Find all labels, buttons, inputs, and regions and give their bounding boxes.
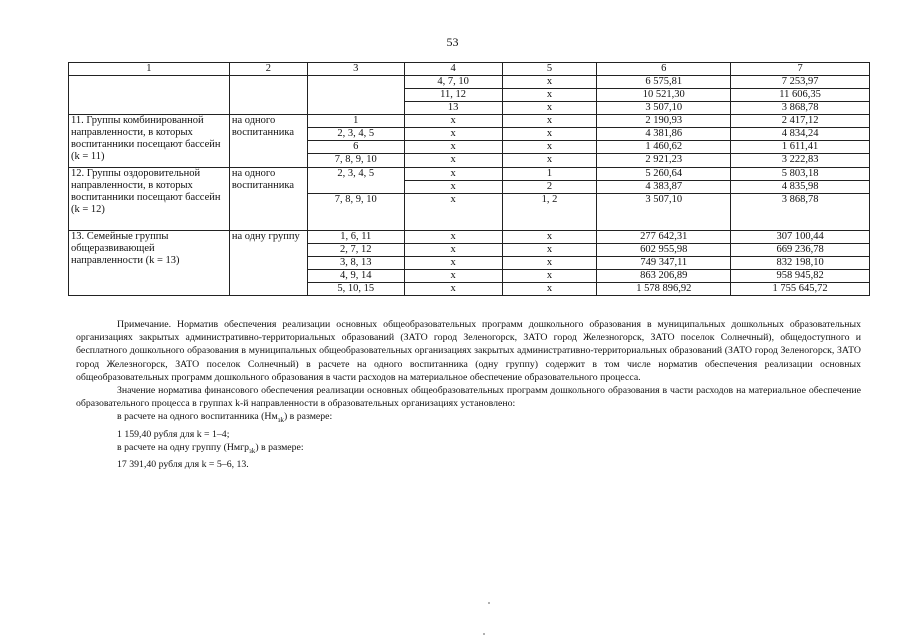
col6-cell: 5 260,64 <box>597 167 731 180</box>
col7-cell: 2 417,12 <box>731 115 870 128</box>
unit-cell: на одну группу <box>229 230 307 295</box>
col7-cell: 5 803,18 <box>731 167 870 180</box>
note-line: в расчете на одного воспитанника $(Нм_{зk})$ в размере: <box>117 411 333 425</box>
col7-cell: 307 100,44 <box>731 230 870 243</box>
col7-cell: 832 198,10 <box>731 256 870 269</box>
col4-cell: x <box>404 269 502 282</box>
col3-cell: 5, 10, 15 <box>307 282 404 295</box>
col4-cell: x <box>404 154 502 167</box>
unit-cell: на одного воспитанника <box>229 115 307 167</box>
col4-cell: x <box>404 243 502 256</box>
col6-cell: 602 955,98 <box>597 243 731 256</box>
col6-cell: 10 521,30 <box>597 89 731 102</box>
col5-cell: 2 <box>502 180 597 193</box>
col4-cell: x <box>404 256 502 269</box>
unit-cell: на одного воспитанника <box>229 167 307 230</box>
note-line: 1 159,40 рубля для k = 1–4; <box>117 428 230 440</box>
header-cell: 7 <box>731 63 870 76</box>
col6-cell: 1 460,62 <box>597 141 731 154</box>
col7-cell: 3 868,78 <box>731 193 870 230</box>
group-cell: 12. Группы оздоровительной направленности, в которых воспитанники посещают бассейн (k = 12) <box>69 167 230 230</box>
col7-cell: 3 222,83 <box>731 154 870 167</box>
col6-cell: 3 507,10 <box>597 102 731 115</box>
page-number: 53 <box>446 35 459 49</box>
note-line: в расчете на одну группу (Нмгр$_{зk}$) в размере: <box>117 441 304 455</box>
col6-cell: 4 383,87 <box>597 180 731 193</box>
col7-cell: 11 606,35 <box>731 89 870 102</box>
note-line: 17 391,40 рубля для k = 5–6, 13. <box>117 458 249 470</box>
col5-cell: x <box>502 89 597 102</box>
header-cell: 3 <box>307 63 404 76</box>
table-row <box>69 167 870 180</box>
col4-cell: x <box>404 115 502 128</box>
col4-cell: x <box>404 282 502 295</box>
col7-cell: 7 253,97 <box>731 76 870 89</box>
col6-cell: 1 578 896,92 <box>597 282 731 295</box>
col7-cell: 3 868,78 <box>731 102 870 115</box>
group-cell <box>69 76 230 115</box>
col5-cell: x <box>502 230 597 243</box>
col6-cell: 4 381,86 <box>597 128 731 141</box>
col5-cell: x <box>502 76 597 89</box>
table-row <box>69 115 870 128</box>
group-cell: 13. Семейные группы общеразвивающей направленности (k = 13) <box>69 230 230 295</box>
col3-cell: 2, 3, 4, 5 <box>307 167 404 193</box>
col4-cell: x <box>404 128 502 141</box>
col3-cell: 3, 8, 13 <box>307 256 404 269</box>
col5-cell: 1 <box>502 167 597 180</box>
col4-cell: x <box>404 141 502 154</box>
unit-cell <box>229 76 307 115</box>
col3-cell: 7, 8, 9, 10 <box>307 193 404 230</box>
table-row <box>69 76 870 89</box>
col3-cell: 2, 7, 12 <box>307 243 404 256</box>
note-paragraph: Примечание. Норматив обеспечения реализации основных общеобразовательных программ дошкольного образования в муниципальных дошкольных образовательных организациях закрытых административно-территориальных образований (ЗАТО город Зеленогорск, ЗАТО город Железногорск, ЗАТО поселок Солнечный), общедоступного и бесплатного дошкольного образования в муниципальных общеобразовательных организациях закрытых административно-территориальных образований (ЗАТО город Зеленогорск, ЗАТО город Железногорск, ЗАТО поселок Солнечный) в расчете на одного воспитанника (одну группу) содержит в том числе норматив обеспечения реализации основных общеобразовательных программ дошкольного образования в части расходов на материальное обеспечение образовательного процесса. <box>76 319 861 383</box>
col4-cell: 11, 12 <box>404 89 502 102</box>
note-paragraph: Значение норматива финансового обеспечения реализации основных общеобразовательных программ дошкольного образования в части расходов на материальное обеспечение образовательного процесса в группах k-й направленности в образовательных организациях установлено: <box>76 385 861 410</box>
col3-cell: 1, 6, 11 <box>307 230 404 243</box>
scan-speck <box>488 602 490 604</box>
col5-cell: x <box>502 115 597 128</box>
header-cell: 2 <box>229 63 307 76</box>
header-cell: 5 <box>502 63 597 76</box>
col7-cell: 4 834,24 <box>731 128 870 141</box>
col4-cell: 4, 7, 10 <box>404 76 502 89</box>
col7-cell: 1 611,41 <box>731 141 870 154</box>
group-cell: 11. Группы комбинированной направленности, в которых воспитанники посещают бассейн (k = 11) <box>69 115 230 167</box>
col3-cell: 1 <box>307 115 404 128</box>
scan-speck <box>483 633 485 635</box>
col6-cell: 863 206,89 <box>597 269 731 282</box>
col5-cell: x <box>502 141 597 154</box>
col5-cell: x <box>502 243 597 256</box>
col6-cell: 277 642,31 <box>597 230 731 243</box>
col6-cell: 2 921,23 <box>597 154 731 167</box>
col3-cell: 2, 3, 4, 5 <box>307 128 404 141</box>
col7-cell: 4 835,98 <box>731 180 870 193</box>
header-cell: 4 <box>404 63 502 76</box>
col5-cell: x <box>502 282 597 295</box>
col5-cell: x <box>502 128 597 141</box>
col3-cell: 7, 8, 9, 10 <box>307 154 404 167</box>
col5-cell: x <box>502 256 597 269</box>
table-header-row <box>69 63 870 76</box>
col6-cell: 2 190,93 <box>597 115 731 128</box>
norms-table <box>68 62 870 296</box>
col3-cell <box>307 76 404 115</box>
col7-cell: 958 945,82 <box>731 269 870 282</box>
header-cell: 6 <box>597 63 731 76</box>
col6-cell: 3 507,10 <box>597 193 731 230</box>
col3-cell: 6 <box>307 141 404 154</box>
col4-cell: x <box>404 230 502 243</box>
col5-cell: x <box>502 102 597 115</box>
col4-cell: x <box>404 193 502 230</box>
col3-cell: 4, 9, 14 <box>307 269 404 282</box>
col6-cell: 6 575,81 <box>597 76 731 89</box>
col4-cell: x <box>404 180 502 193</box>
col4-cell: x <box>404 167 502 180</box>
col4-cell: 13 <box>404 102 502 115</box>
col5-cell: 1, 2 <box>502 193 597 230</box>
note-block <box>76 318 861 471</box>
col6-cell: 749 347,11 <box>597 256 731 269</box>
col7-cell: 1 755 645,72 <box>731 282 870 295</box>
header-cell: 1 <box>69 63 230 76</box>
col7-cell: 669 236,78 <box>731 243 870 256</box>
col5-cell: x <box>502 269 597 282</box>
col5-cell: x <box>502 154 597 167</box>
table-row <box>69 230 870 243</box>
